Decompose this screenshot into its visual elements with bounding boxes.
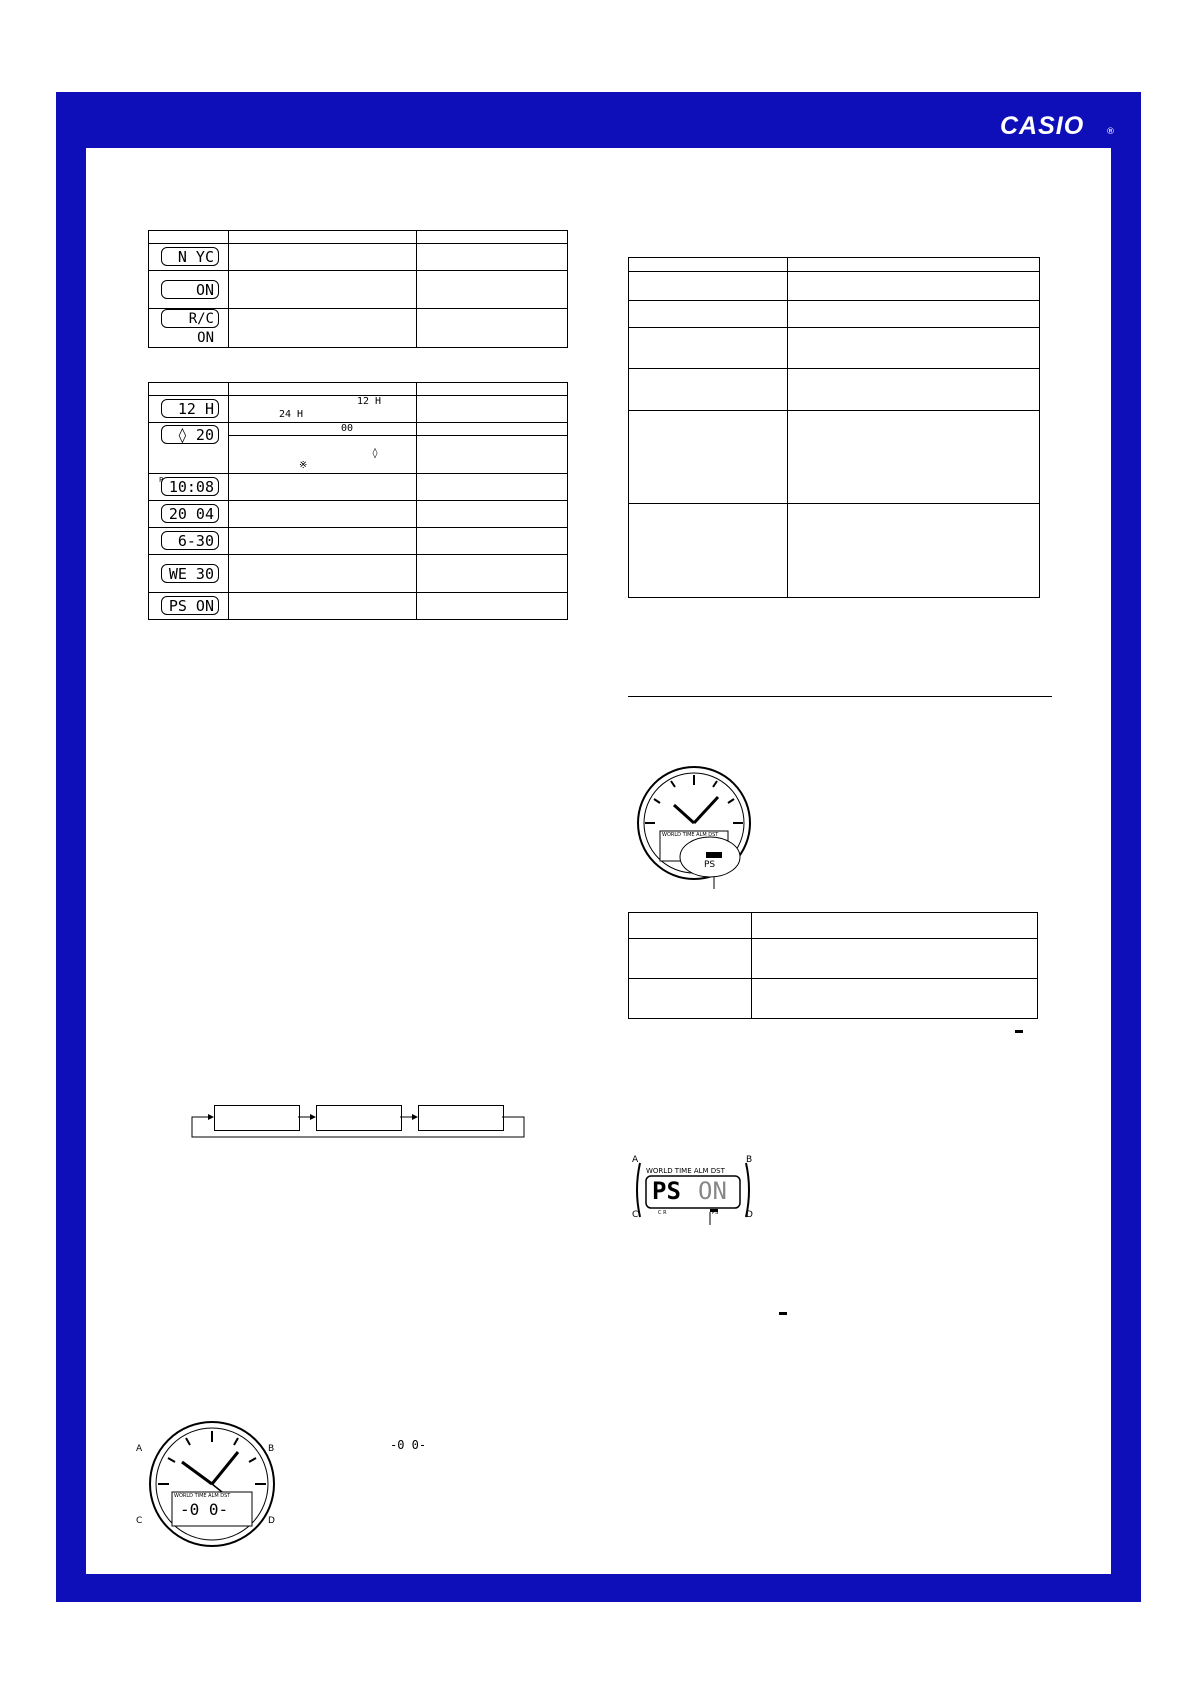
- table-row: [149, 528, 568, 555]
- settings-table-1: [148, 230, 568, 348]
- lcd-display: ◊ 20: [161, 425, 219, 444]
- lcd-display: PS ON: [161, 596, 219, 615]
- lcd-display: WE 30: [161, 564, 219, 583]
- table-row: [629, 939, 1038, 979]
- table-row: [629, 301, 1040, 328]
- flow-arrows: [180, 1100, 530, 1140]
- watch-indicators: WORLD TIME ALM DST: [646, 1167, 725, 1175]
- right-info-table: [628, 257, 1040, 598]
- table-row: [629, 979, 1038, 1019]
- table-header-row: [629, 913, 1038, 939]
- button-a-label: A: [136, 1444, 143, 1454]
- digital-display-ps-on: [630, 1155, 756, 1225]
- button-d-label: D: [746, 1210, 753, 1220]
- settings-table-2: [148, 382, 568, 620]
- watch-indicators: WORLD TIME ALM DST: [662, 832, 719, 838]
- lcd-display: 6-30: [161, 531, 219, 550]
- ps-indicator-label: PS: [704, 860, 716, 870]
- watch-face: [146, 1420, 278, 1550]
- diamond-icon: ◊: [372, 448, 379, 459]
- button-b-label: B: [746, 1155, 753, 1165]
- lcd-display: N YC: [161, 247, 219, 266]
- table-row: [149, 501, 568, 528]
- button-a-label: A: [632, 1155, 639, 1165]
- button-c-label: C: [632, 1210, 639, 1220]
- table-row: [629, 369, 1040, 411]
- pm-indicator: P: [159, 476, 164, 484]
- ps-small-indicator: PS: [712, 1210, 719, 1216]
- lcd-display: R/C ON: [161, 309, 219, 328]
- watch-power-saving-illustration: [636, 765, 756, 890]
- analog-watch-illustration: [136, 1420, 278, 1550]
- watch-indicators: WORLD TIME ALM DST: [174, 1493, 231, 1499]
- lcd-display: 10:08: [161, 477, 219, 496]
- lcd-display: ON: [161, 280, 219, 299]
- table-header-row: [149, 383, 568, 396]
- dash-glyph: [1015, 1030, 1023, 1033]
- table-row: [629, 272, 1040, 301]
- sun-icon: ※: [299, 460, 308, 471]
- registered-mark: ®: [1106, 127, 1115, 137]
- section-divider: [628, 696, 1052, 697]
- table-row: [629, 411, 1040, 504]
- dash-glyph: [779, 1312, 787, 1315]
- lcd-on-text: ON: [698, 1177, 727, 1205]
- button-c-label: C: [136, 1516, 143, 1526]
- table-row: [149, 593, 568, 620]
- lcd-ps-text: PS: [652, 1177, 681, 1205]
- table-row: [149, 396, 568, 423]
- watch-lcd: -0 0-: [180, 1500, 229, 1519]
- inline-12h-glyph: 12 H: [357, 396, 382, 407]
- table-header-row: [149, 231, 568, 244]
- table-row: [629, 328, 1040, 369]
- watch-face-ps: [636, 765, 756, 890]
- lcd-display: 12 H: [161, 399, 219, 418]
- inline-lcd-glyph: -0 0-: [390, 1438, 427, 1452]
- lcd-display: 20 04: [161, 504, 219, 523]
- table-row: [629, 504, 1040, 598]
- table-row: [149, 271, 568, 309]
- table-row: [149, 309, 568, 348]
- button-d-label: D: [268, 1516, 275, 1526]
- table-row: [149, 423, 568, 436]
- table-row: [149, 555, 568, 593]
- power-saving-table: [628, 912, 1038, 1019]
- casio-logo: CASIO: [1000, 112, 1085, 140]
- table-row: [149, 474, 568, 501]
- inline-00-glyph: 00: [341, 423, 354, 434]
- table-row: [149, 244, 568, 271]
- display-frame: [630, 1155, 756, 1225]
- inline-24h-glyph: 24 H: [279, 409, 304, 420]
- small-indicator-labels: C R: [658, 1210, 667, 1216]
- table-header-row: [629, 258, 1040, 272]
- button-b-label: B: [268, 1444, 275, 1454]
